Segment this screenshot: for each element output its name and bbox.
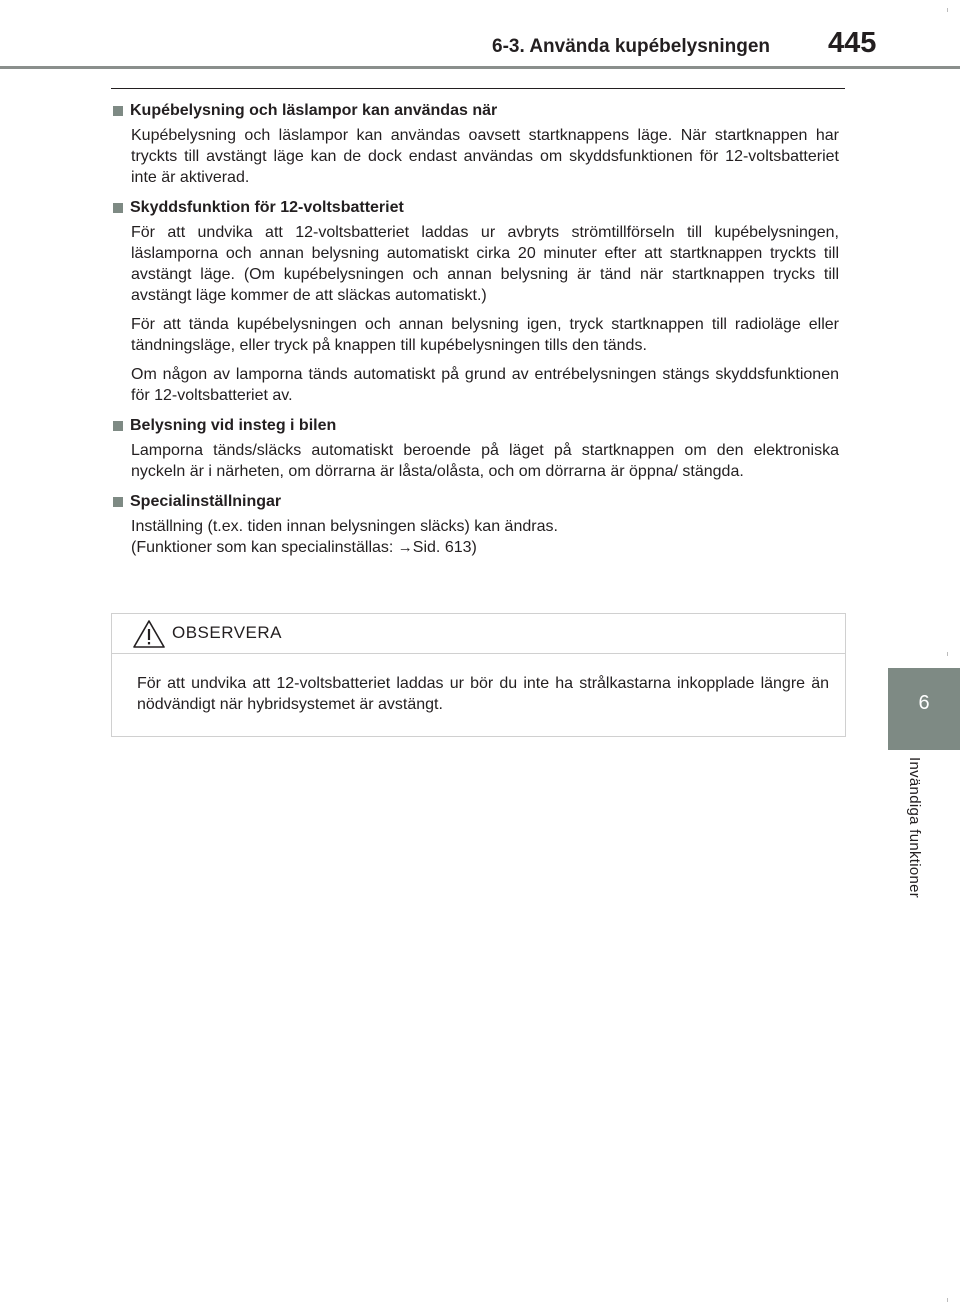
header-rule [0,66,960,69]
main-content [111,100,845,558]
paragraph: Lamporna tänds/släcks automatiskt beroende på läget på startknappen om den elektroniska nyckeln är i närheten, om dörrarna är låsta/olåsta, och om dörrarna är öppna/ stängda. [131,442,839,480]
page-number: 445 [828,27,877,59]
section-title: Kupébelysning och läslampor kan användas när [130,102,498,119]
paragraph: För att tända kupébelysningen och annan belysning igen, tryck startknappen till radioläge eller tändningsläge, eller tryck på knappen till kupébelysningen tills den tänds. [131,316,839,354]
section-lighting-usable [111,100,845,188]
section-custom-settings [111,491,845,558]
notice-text: För att undvika att 12-voltsbatteriet laddas ur bör du inte ha strålkastarna inkopplade längre än nödvändigt när hybridsystemet är avstängt. [137,675,829,713]
text-line: (Funktioner som kan specialinställas: [131,539,394,556]
section-square-icon [113,497,123,507]
section-entry-lighting [111,415,845,482]
page-reference-link[interactable]: Sid. 613) [412,539,477,556]
paragraph: Kupébelysning och läslampor kan användas oavsett startknappens läge. När startknappen har tryckts till avstängt läge kan de dock endast användas om skyddsfunktionen för 12-voltsbatteriet inte är aktiverad. [131,127,839,186]
chapter-title: Invändiga funktioner [906,757,923,899]
section-square-icon [113,106,123,116]
notice-box [111,613,846,737]
chapter-tab [888,668,960,750]
warning-triangle-icon [132,619,166,649]
text-line: Inställning (t.ex. tiden innan belysningen släcks) kan ändras. [131,518,558,535]
arrow-right-icon: → [397,539,413,556]
chapter-number: 6 [918,692,930,714]
section-square-icon [113,421,123,431]
notice-label: OBSERVERA [172,623,283,642]
section-square-icon [113,203,123,213]
notice-header [112,614,845,654]
crop-mark [947,652,948,656]
section-title: Belysning vid insteg i bilen [130,417,337,434]
page-header [0,0,960,70]
crop-mark [947,1298,948,1302]
crop-mark [947,8,948,12]
paragraph: För att undvika att 12-voltsbatteriet laddas ur avbryts strömtillförseln till kupébelysningen, läslamporna och annan belysning automatiskt cirka 20 minuter efter att startknappen tryckts till avstängt läge. (Om kupébelysningen och annan belysning är tänd när startknappen trycks till avstängt läge kommer de att släckas automatiskt.) [131,224,839,304]
paragraph [131,516,839,558]
section-title: Specialinställningar [130,493,282,510]
section-title: Skyddsfunktion för 12-voltsbatteriet [130,199,404,216]
section-battery-protection [111,197,845,406]
header-section-title: 6-3. Använda kupébelysningen [492,36,771,57]
content-top-rule [111,88,845,89]
paragraph: Om någon av lamporna tänds automatiskt på grund av entrébelysningen stängs skyddsfunktionen för 12-voltsbatteriet av. [131,366,839,404]
